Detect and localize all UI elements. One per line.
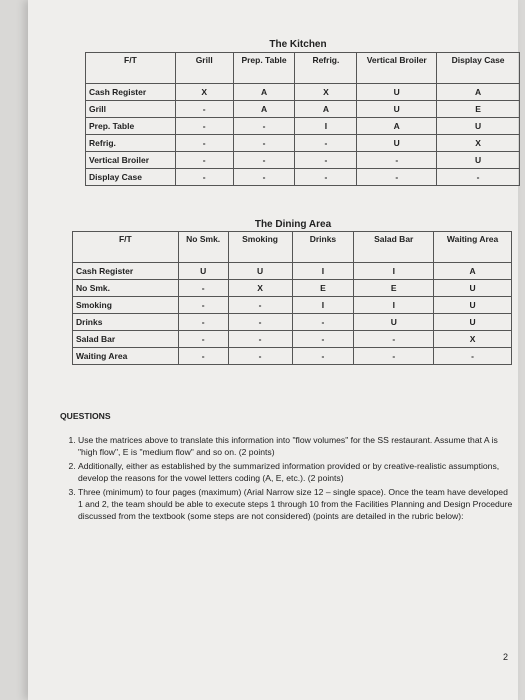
kitchen-title: The Kitchen xyxy=(269,39,327,50)
matrix-row xyxy=(86,152,520,169)
matrix-cell: - xyxy=(295,169,357,186)
matrix-cell: - xyxy=(233,118,295,135)
matrix-cell: E xyxy=(292,280,354,297)
matrix-cell: X xyxy=(295,84,357,101)
matrix-row xyxy=(86,84,520,101)
matrix-cell: - xyxy=(295,135,357,152)
matrix-column-header: Salad Bar xyxy=(354,232,434,263)
matrix-cell: U xyxy=(357,101,437,118)
matrix-header-row xyxy=(73,232,512,263)
question-item: 2. Additionally, either as established by the summarized information provided or by creative-realistic assumptions, develop the reasons for the vowel letters coding (A, E, etc.). (2 points) xyxy=(78,460,515,484)
matrix-cell: - xyxy=(357,152,437,169)
document-page xyxy=(28,0,518,700)
matrix-cell: - xyxy=(233,135,295,152)
matrix-cell: - xyxy=(292,314,354,331)
matrix-cell: I xyxy=(292,263,354,280)
matrix-row-label: Cash Register xyxy=(73,263,179,280)
dining-title: The Dining Area xyxy=(254,219,332,230)
matrix-cell: U xyxy=(357,84,437,101)
matrix-row xyxy=(73,280,512,297)
matrix-row xyxy=(73,314,512,331)
matrix-cell: - xyxy=(175,152,233,169)
matrix-cell: - xyxy=(233,169,295,186)
matrix-column-header: No Smk. xyxy=(178,232,228,263)
matrix-cell: - xyxy=(295,152,357,169)
matrix-cell: - xyxy=(434,348,512,365)
matrix-cell: X xyxy=(228,280,292,297)
matrix-cell: X xyxy=(434,331,512,348)
matrix-cell: - xyxy=(178,314,228,331)
matrix-cell: - xyxy=(228,348,292,365)
matrix-cell: U xyxy=(437,118,520,135)
matrix-column-header: Refrig. xyxy=(295,53,357,84)
matrix-row-label: Vertical Broiler xyxy=(86,152,176,169)
matrix-cell: U xyxy=(437,152,520,169)
matrix-column-header: Prep. Table xyxy=(233,53,295,84)
matrix-cell: - xyxy=(228,314,292,331)
matrix-cell: I xyxy=(354,263,434,280)
matrix-row xyxy=(73,297,512,314)
matrix-cell: - xyxy=(178,297,228,314)
matrix-cell: - xyxy=(175,135,233,152)
matrix-cell: - xyxy=(178,331,228,348)
matrix-cell: I xyxy=(295,118,357,135)
matrix-row-label: Display Case xyxy=(86,169,176,186)
matrix-cell: U xyxy=(354,314,434,331)
matrix-cell: X xyxy=(437,135,520,152)
matrix-row-label: Refrig. xyxy=(86,135,176,152)
matrix-row xyxy=(86,101,520,118)
matrix-row-label: Cash Register xyxy=(86,84,176,101)
matrix-column-header: Vertical Broiler xyxy=(357,53,437,84)
page-number: 2 xyxy=(502,652,508,662)
matrix-cell: U xyxy=(228,263,292,280)
matrix-cell: X xyxy=(175,84,233,101)
matrix-cell: U xyxy=(434,314,512,331)
matrix-cell: - xyxy=(228,297,292,314)
matrix-row-label: Waiting Area xyxy=(73,348,179,365)
matrix-cell: U xyxy=(434,280,512,297)
matrix-cell: - xyxy=(228,331,292,348)
questions-list xyxy=(60,434,515,522)
matrix-row-label: Grill xyxy=(86,101,176,118)
matrix-cell: U xyxy=(178,263,228,280)
matrix-cell: - xyxy=(178,348,228,365)
matrix-cell: A xyxy=(434,263,512,280)
matrix-row-label: Drinks xyxy=(73,314,179,331)
matrix-cell: E xyxy=(354,280,434,297)
matrix-row-label: Prep. Table xyxy=(86,118,176,135)
dining-matrix xyxy=(72,231,512,365)
matrix-row-label: Salad Bar xyxy=(73,331,179,348)
matrix-row xyxy=(73,331,512,348)
matrix-cell: - xyxy=(292,331,354,348)
matrix-column-header: Display Case xyxy=(437,53,520,84)
matrix-cell: A xyxy=(295,101,357,118)
matrix-cell: - xyxy=(354,348,434,365)
matrix-corner-label: F/T xyxy=(73,232,179,263)
matrix-cell: - xyxy=(175,118,233,135)
matrix-row xyxy=(73,348,512,365)
matrix-corner-label: F/T xyxy=(86,53,176,84)
matrix-cell: A xyxy=(357,118,437,135)
matrix-row xyxy=(73,263,512,280)
matrix-cell: A xyxy=(233,84,295,101)
matrix-cell: I xyxy=(292,297,354,314)
question-item: 1. Use the matrices above to translate this information into "flow volumes" for the SS restaurant. Assume that A is "high flow", E is "medium flow" and so on. (2 points) xyxy=(78,434,515,458)
matrix-row xyxy=(86,169,520,186)
matrix-cell: I xyxy=(354,297,434,314)
matrix-cell: A xyxy=(437,84,520,101)
matrix-row-label: Smoking xyxy=(73,297,179,314)
matrix-column-header: Drinks xyxy=(292,232,354,263)
matrix-column-header: Smoking xyxy=(228,232,292,263)
matrix-cell: - xyxy=(357,169,437,186)
matrix-cell: - xyxy=(175,101,233,118)
questions-section xyxy=(60,410,515,524)
matrix-cell: - xyxy=(178,280,228,297)
matrix-cell: E xyxy=(437,101,520,118)
matrix-column-header: Waiting Area xyxy=(434,232,512,263)
matrix-column-header: Grill xyxy=(175,53,233,84)
matrix-cell: - xyxy=(292,348,354,365)
matrix-cell: U xyxy=(434,297,512,314)
matrix-cell: - xyxy=(175,169,233,186)
questions-heading: QUESTIONS xyxy=(60,411,111,421)
matrix-cell: - xyxy=(354,331,434,348)
matrix-cell: - xyxy=(437,169,520,186)
matrix-cell: A xyxy=(233,101,295,118)
matrix-row xyxy=(86,135,520,152)
matrix-row xyxy=(86,118,520,135)
matrix-cell: U xyxy=(357,135,437,152)
question-item: 3. Three (minimum) to four pages (maximum) (Arial Narrow size 12 – single space). Once the team have developed 1 and 2, the team should be able to execute steps 1 through 10 from the Facilities Planning and Design Procedure discussed from the textbook (some steps are not considered) (points are detailed in the rubric below): xyxy=(78,486,515,522)
kitchen-matrix xyxy=(85,52,520,186)
matrix-row-label: No Smk. xyxy=(73,280,179,297)
matrix-cell: - xyxy=(233,152,295,169)
matrix-header-row xyxy=(86,53,520,84)
